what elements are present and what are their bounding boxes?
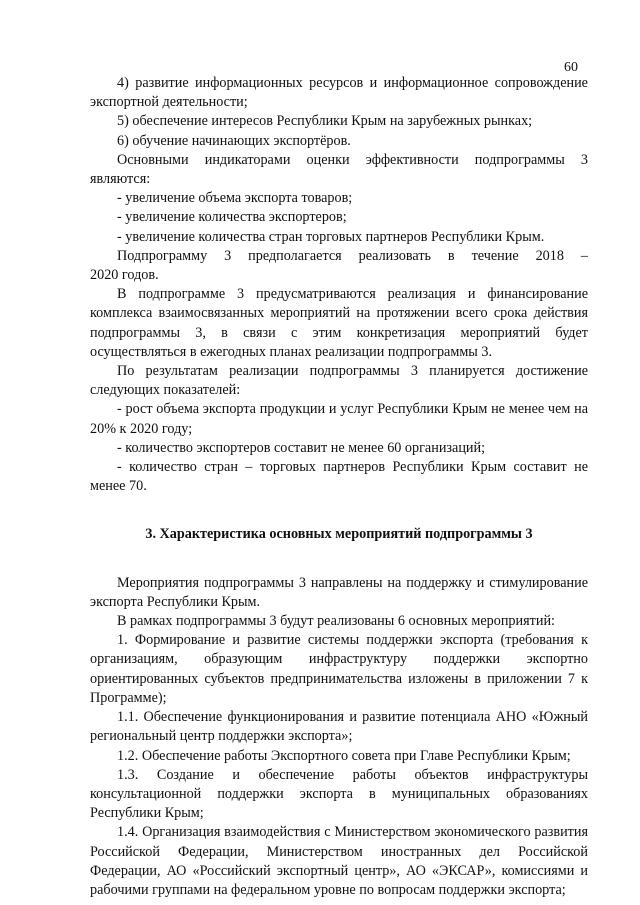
list-item-exporters-count: - увеличение количества экспортеров; — [117, 209, 347, 226]
paragraph-measure-1: 1. Формирование и развитие системы поддержки экспорта (требования к организациям, образующим инфраструктуру поддержки экспортно ориентированных субъектов предпринимательства изложены в приложении 7 к Программе); — [90, 632, 588, 706]
paragraph-measures-count: В рамках подпрограммы 3 будут реализованы 6 основных мероприятий: — [117, 613, 555, 630]
paragraph-financing: В подпрограмме 3 предусматриваются реализация и финансирование комплекса взаимосвязанных мероприятий на протяжении всего срока действия подпрограммы 3, в связи с этим конкретизация мероприятий будет осуществляться в ежегодных планах реализации подпрограммы 3. — [90, 286, 588, 360]
paragraph-measure-1-3: 1.3. Создание и обеспечение работы объектов инфраструктуры консультационной поддержки экспорта в муниципальных образованиях Республики Крым; — [90, 766, 588, 822]
page-number: 60 — [564, 60, 578, 75]
paragraph-indicators-intro: Основными индикаторами оценки эффективности подпрограммы 3 являются: — [90, 151, 588, 188]
paragraph-info-resources: 4) развитие информационных ресурсов и информационное сопровождение экспортной деятельности; — [90, 75, 588, 111]
document-body — [90, 74, 588, 900]
paragraph-measure-1-2: 1.2. Обеспечение работы Экспортного совета при Главе Республики Крым; — [117, 747, 571, 764]
section-heading: 3. Характеристика основных мероприятий подпрограммы 3 — [145, 526, 533, 543]
list-item-export-volume: - увеличение объема экспорта товаров; — [117, 190, 353, 207]
paragraph-measure-1-4: 1.4. Организация взаимодействия с Министерством экономического развития Российской Федерации, Министерством иностранных дел Российской Федерации, АО «Российский экспортный центр», АО «ЭКСАР», комиссиями и рабочими группами на федеральном уровне по вопросам поддержки экспорта; — [90, 824, 588, 898]
paragraph-interests: 5) обеспечение интересов Республики Крым на зарубежных рынках; — [117, 113, 533, 130]
list-item-partner-countries: - увеличение количества стран торговых партнеров Республики Крым. — [117, 228, 545, 245]
paragraph-measures-aim: Мероприятия подпрограммы 3 направлены на поддержку и стимулирование экспорта Республики Крым. — [90, 574, 588, 610]
list-item-countries-target: - количество стран – торговых партнеров Республики Крым составит не менее 70. — [90, 459, 588, 495]
paragraph-measure-1-1: 1.1. Обеспечение функционирования и развитие потенциала АНО «Южный региональный центр поддержки экспорта»; — [90, 709, 588, 745]
paragraph-training: 6) обучение начинающих экспортёров. — [117, 132, 351, 149]
paragraph-results-intro: По результатам реализации подпрограммы 3 планируется достижение следующих показателей: — [90, 363, 588, 399]
list-item-exporters-target: - количество экспортеров составит не менее 60 организаций; — [117, 439, 486, 456]
paragraph-implementation-years: 2020 годов. — [90, 267, 159, 284]
list-item-export-growth: - рост объема экспорта продукции и услуг Республики Крым не менее чем на 20% к 2020 году; — [90, 401, 588, 437]
paragraph-implementation-period: Подпрограмму 3 предполагается реализовать в течение 2018 – — [117, 247, 588, 264]
